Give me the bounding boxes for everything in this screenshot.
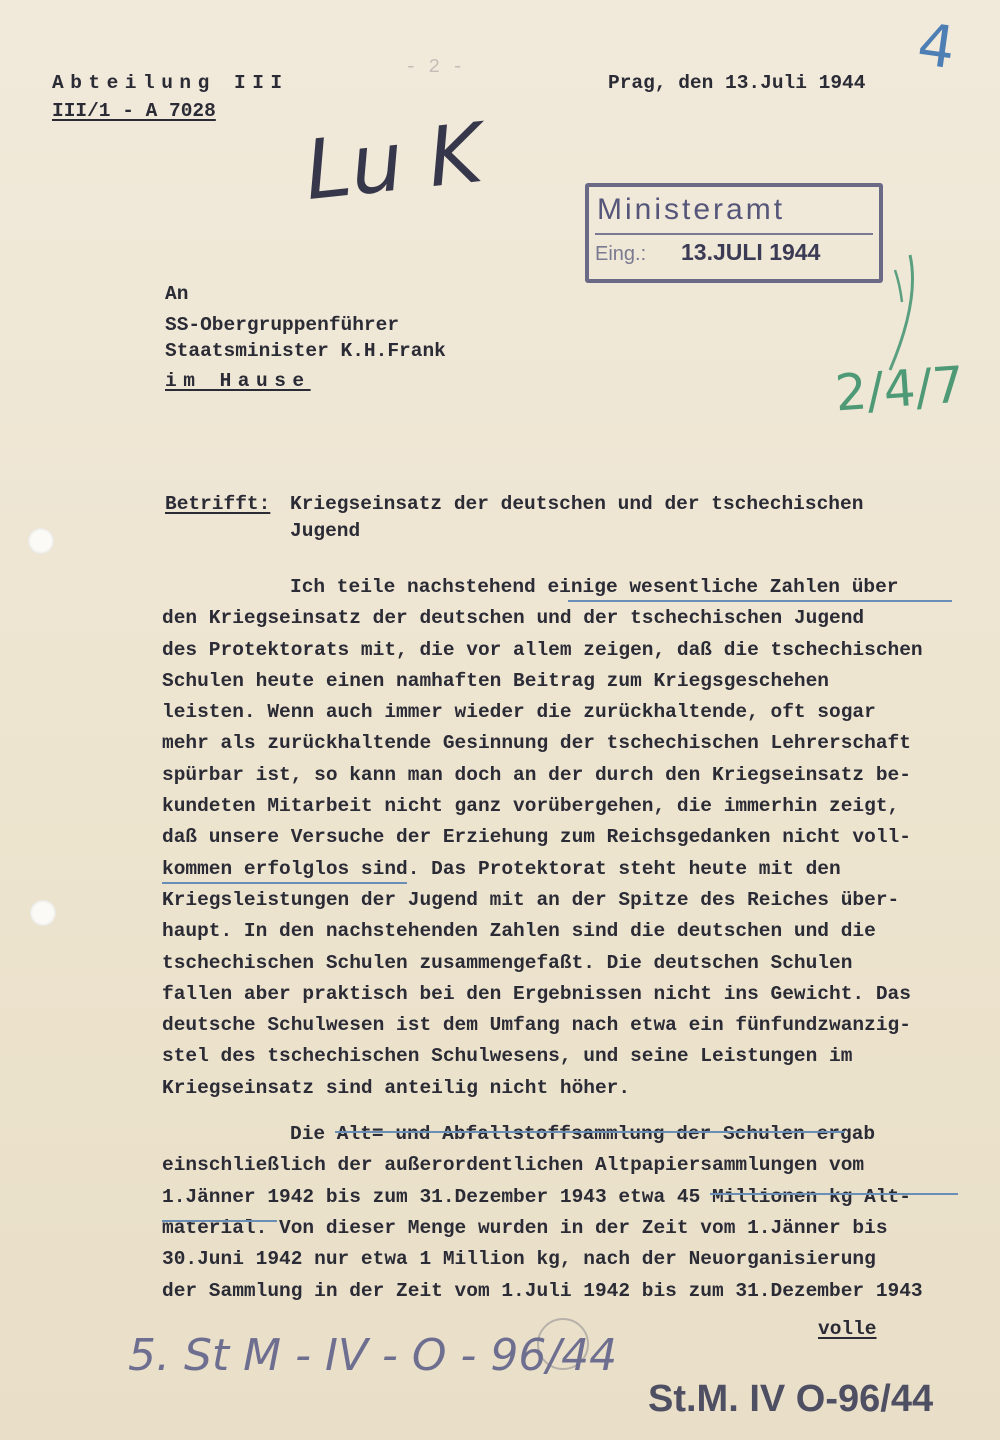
body-line: deutsche Schulwesen ist dem Umfang nach etwa ein fünfundzwanzig-	[162, 1014, 911, 1037]
body-line: Kriegseinsatz sind anteilig nicht höher.	[162, 1076, 631, 1099]
stamp-title: Ministeramt	[597, 193, 786, 226]
handwritten-page-number: 4	[913, 9, 960, 83]
subject-label: Betrifft:	[165, 493, 271, 515]
punch-hole-top	[28, 528, 54, 554]
letter-body	[162, 572, 992, 1307]
body-line: stel des tschechischen Schulwesens, und seine Leistungen im	[162, 1045, 853, 1068]
body-line: Schulen heute einen namhaften Beitrag zum Kriegsgeschehen	[162, 669, 830, 692]
body-line: einschließlich der außerordentlichen Altpapiersammlungen vom	[162, 1154, 865, 1177]
subject-line-2: Jugend	[290, 520, 361, 542]
green-margin-note: 2/4/7	[833, 355, 967, 423]
pencil-underline	[335, 1131, 845, 1133]
body-line: kommen erfolglos sind. Das Protektorat steht heute mit den	[162, 857, 841, 880]
body-line: leisten. Wenn auch immer wieder die zurückhaltende, oft sogar	[162, 701, 876, 724]
place-date: Prag, den 13.Juli 1944	[608, 72, 866, 94]
body-line: kundeten Mitarbeit nicht ganz vorübergehen, die immerhin zeigt,	[162, 795, 900, 818]
body-line: Ich teile nachstehend einige wesentliche Zahlen über	[290, 576, 899, 598]
subject-line-1: Kriegseinsatz der deutschen und der tschechischen	[290, 493, 864, 515]
pencil-underline	[710, 1193, 958, 1195]
pencil-underline	[162, 1220, 277, 1222]
punch-hole-bottom	[30, 900, 56, 926]
body-line: 1.Jänner 1942 bis zum 31.Dezember 1943 etwa 45 Millionen kg Alt-	[162, 1185, 911, 1208]
handwritten-initials: Lu K	[300, 105, 487, 220]
body-line: des Protektorats mit, die vor allem zeigen, daß die tschechischen	[162, 638, 923, 661]
reference-number: III/1 - A 7028	[52, 100, 216, 122]
body-line: material. Von dieser Menge wurden in der Zeit vom 1.Jänner bis	[162, 1216, 888, 1239]
paragraph-2	[162, 1119, 992, 1307]
body-line: tschechischen Schulen zusammengefaßt. Die deutschen Schulen	[162, 951, 853, 974]
body-line: mehr als zurückhaltende Gesinnung der tschechischen Lehrerschaft	[162, 732, 911, 755]
recipient-rank: SS-Obergruppenführer	[165, 314, 400, 336]
body-line: den Kriegseinsatz der deutschen und der tschechischen Jugend	[162, 607, 865, 630]
body-line: 30.Juni 1942 nur etwa 1 Million kg, nach der Neuorganisierung	[162, 1248, 876, 1271]
recipient-location: im Hause	[165, 370, 311, 392]
stamp-received-label: Eing.:	[595, 243, 647, 265]
continuation-word: volle	[818, 1318, 877, 1340]
body-line: haupt. In den nachstehenden Zahlen sind die deutschen und die	[162, 920, 876, 943]
recipient-name: Staatsminister K.H.Frank	[165, 340, 446, 362]
recipient-to: An	[165, 283, 189, 305]
pencil-underline	[162, 882, 407, 884]
stamp-divider	[595, 233, 873, 235]
body-line: spürbar ist, so kann man doch an der durch den Kriegseinsatz be-	[162, 763, 911, 786]
page-marker: - 2 -	[405, 56, 464, 78]
body-line: Die Alt= und Abfallstoffsammlung der Schulen ergab	[290, 1123, 876, 1146]
body-line: Kriegsleistungen der Jugend mit an der Spitze des Reiches über-	[162, 888, 900, 911]
pencil-underline	[568, 600, 952, 602]
paragraph-1	[162, 572, 992, 1104]
reference-stamp: St.M. IV O-96/44	[648, 1378, 934, 1420]
department: Abteilung III	[52, 72, 289, 94]
handwritten-reference: 5. St M - IV - O - 96/44	[128, 1330, 618, 1381]
ministeramt-stamp	[585, 183, 883, 283]
body-line: fallen aber praktisch bei den Ergebnissen nicht ins Gewicht. Das	[162, 982, 911, 1005]
stamp-received-date: 13.JULI 1944	[681, 239, 821, 265]
body-line: der Sammlung in der Zeit vom 1.Juli 1942 bis zum 31.Dezember 1943	[162, 1279, 923, 1302]
body-line: daß unsere Versuche der Erziehung zum Reichsgedanken nicht voll-	[162, 826, 911, 849]
